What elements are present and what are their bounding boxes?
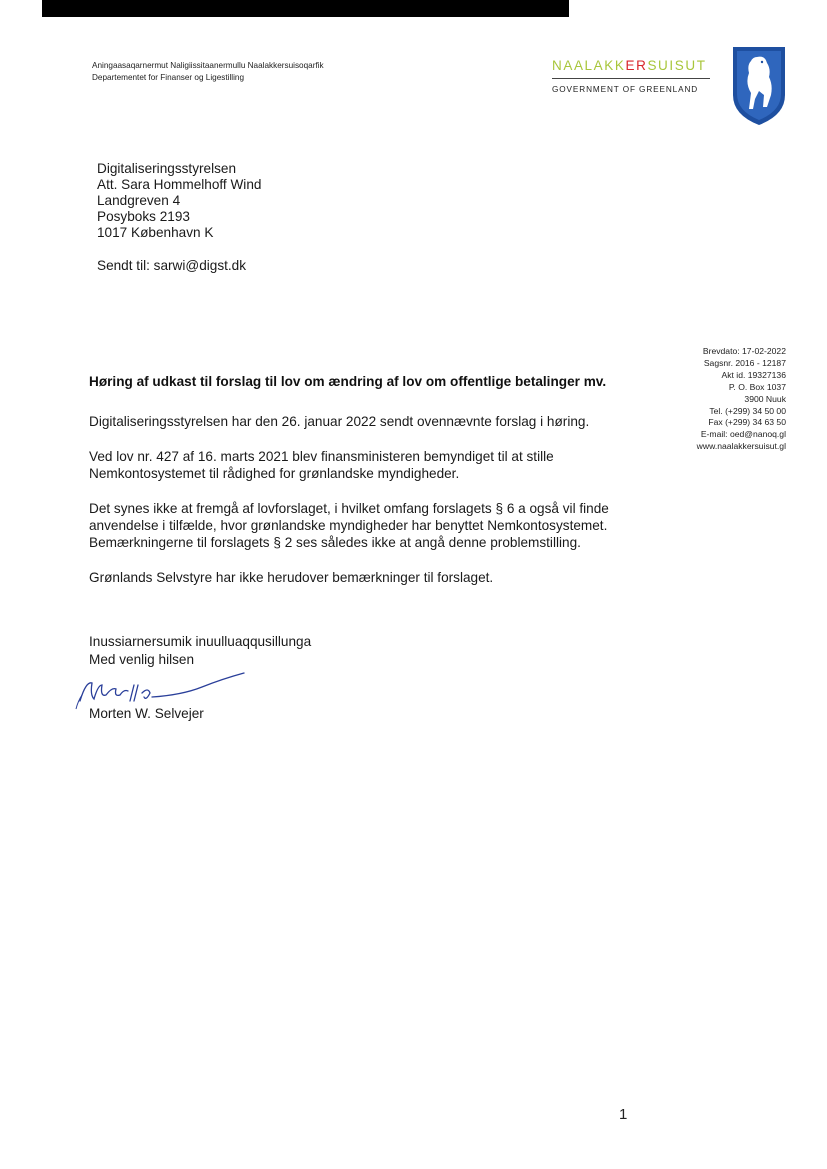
greenland-coat-of-arms-icon (729, 43, 789, 127)
government-logo (552, 58, 712, 94)
closing-danish: Med venlig hilsen (89, 652, 195, 667)
redaction-bar (42, 0, 569, 17)
metadata-line: Fax (+299) 34 63 50 (708, 417, 786, 428)
department-header (92, 60, 324, 84)
metadata-line: P. O. Box 1037 (728, 381, 786, 392)
metadata-line: E-mail: oed@nanoq.gl (700, 429, 786, 440)
metadata-line: Brevdato: 17-02-2022 (702, 346, 786, 356)
metadata-line: Akt id. 19327136 (721, 369, 786, 380)
address-line: Att. Sara Hommelhoff Wind (97, 177, 262, 192)
metadata-line: 3900 Nuuk (744, 393, 786, 404)
closing-greenlandic: Inussiarnersumik inuulluaqqusillunga (89, 634, 312, 649)
logo-wordmark (552, 58, 712, 74)
body-paragraph: Det synes ikke at fremgå af lovforslaget, i hvilket omfang forslagets § 6 a også vil finde anvendelse i tilfælde, hvor grønlandske myndigheder har benyttet Nemkontosystemet. Bemærkningerne til forslagets § 2 ses således ikke at angå denne problemstilling. (89, 501, 609, 550)
department-greenlandic: Aningaasaqarnermut Naligiissitaanermullu Naalakkersuisoqarfik (92, 61, 324, 70)
department-danish: Departementet for Finanser og Ligestilling (92, 73, 245, 82)
metadata-line: Tel. (+299) 34 50 00 (709, 405, 786, 416)
logo-divider (552, 78, 710, 79)
address-line: Digitaliseringsstyrelsen (97, 161, 237, 176)
letter-subject: Høring af udkast til forslag til lov om ændring af lov om offentlige betalinger mv. (89, 374, 607, 389)
letter-metadata (697, 346, 786, 453)
closing (89, 633, 311, 669)
body-paragraph: Grønlands Selvstyre har ikke herudover bemærkninger til forslaget. (89, 570, 494, 585)
body-paragraph: Ved lov nr. 427 af 16. marts 2021 blev finansministeren bemyndiget til at stille Nemkontosystemet til rådighed for grønlandske myndigheder. (89, 449, 554, 481)
letter-body (89, 413, 649, 604)
recipient-address (97, 161, 261, 241)
body-paragraph: Digitaliseringsstyrelsen har den 26. januar 2022 sendt ovennævnte forslag i høring. (89, 414, 590, 429)
signer-name: Morten W. Selvejer (89, 706, 204, 721)
logo-name-green: NAALAKK (552, 58, 626, 73)
address-line: Posyboks 2193 (97, 209, 190, 224)
address-line: 1017 København K (97, 225, 214, 240)
logo-subtitle: GOVERNMENT OF GREENLAND (552, 85, 699, 94)
page-number: 1 (619, 1106, 628, 1123)
logo-name-red: ER (625, 58, 648, 73)
logo-name-green-end: SUISUT (647, 58, 707, 73)
metadata-line: www.naalakkersuisut.gl (696, 441, 786, 452)
address-line: Landgreven 4 (97, 193, 181, 208)
sent-to-email: Sendt til: sarwi@digst.dk (97, 258, 247, 273)
metadata-line: Sagsnr. 2016 - 12187 (703, 357, 786, 368)
